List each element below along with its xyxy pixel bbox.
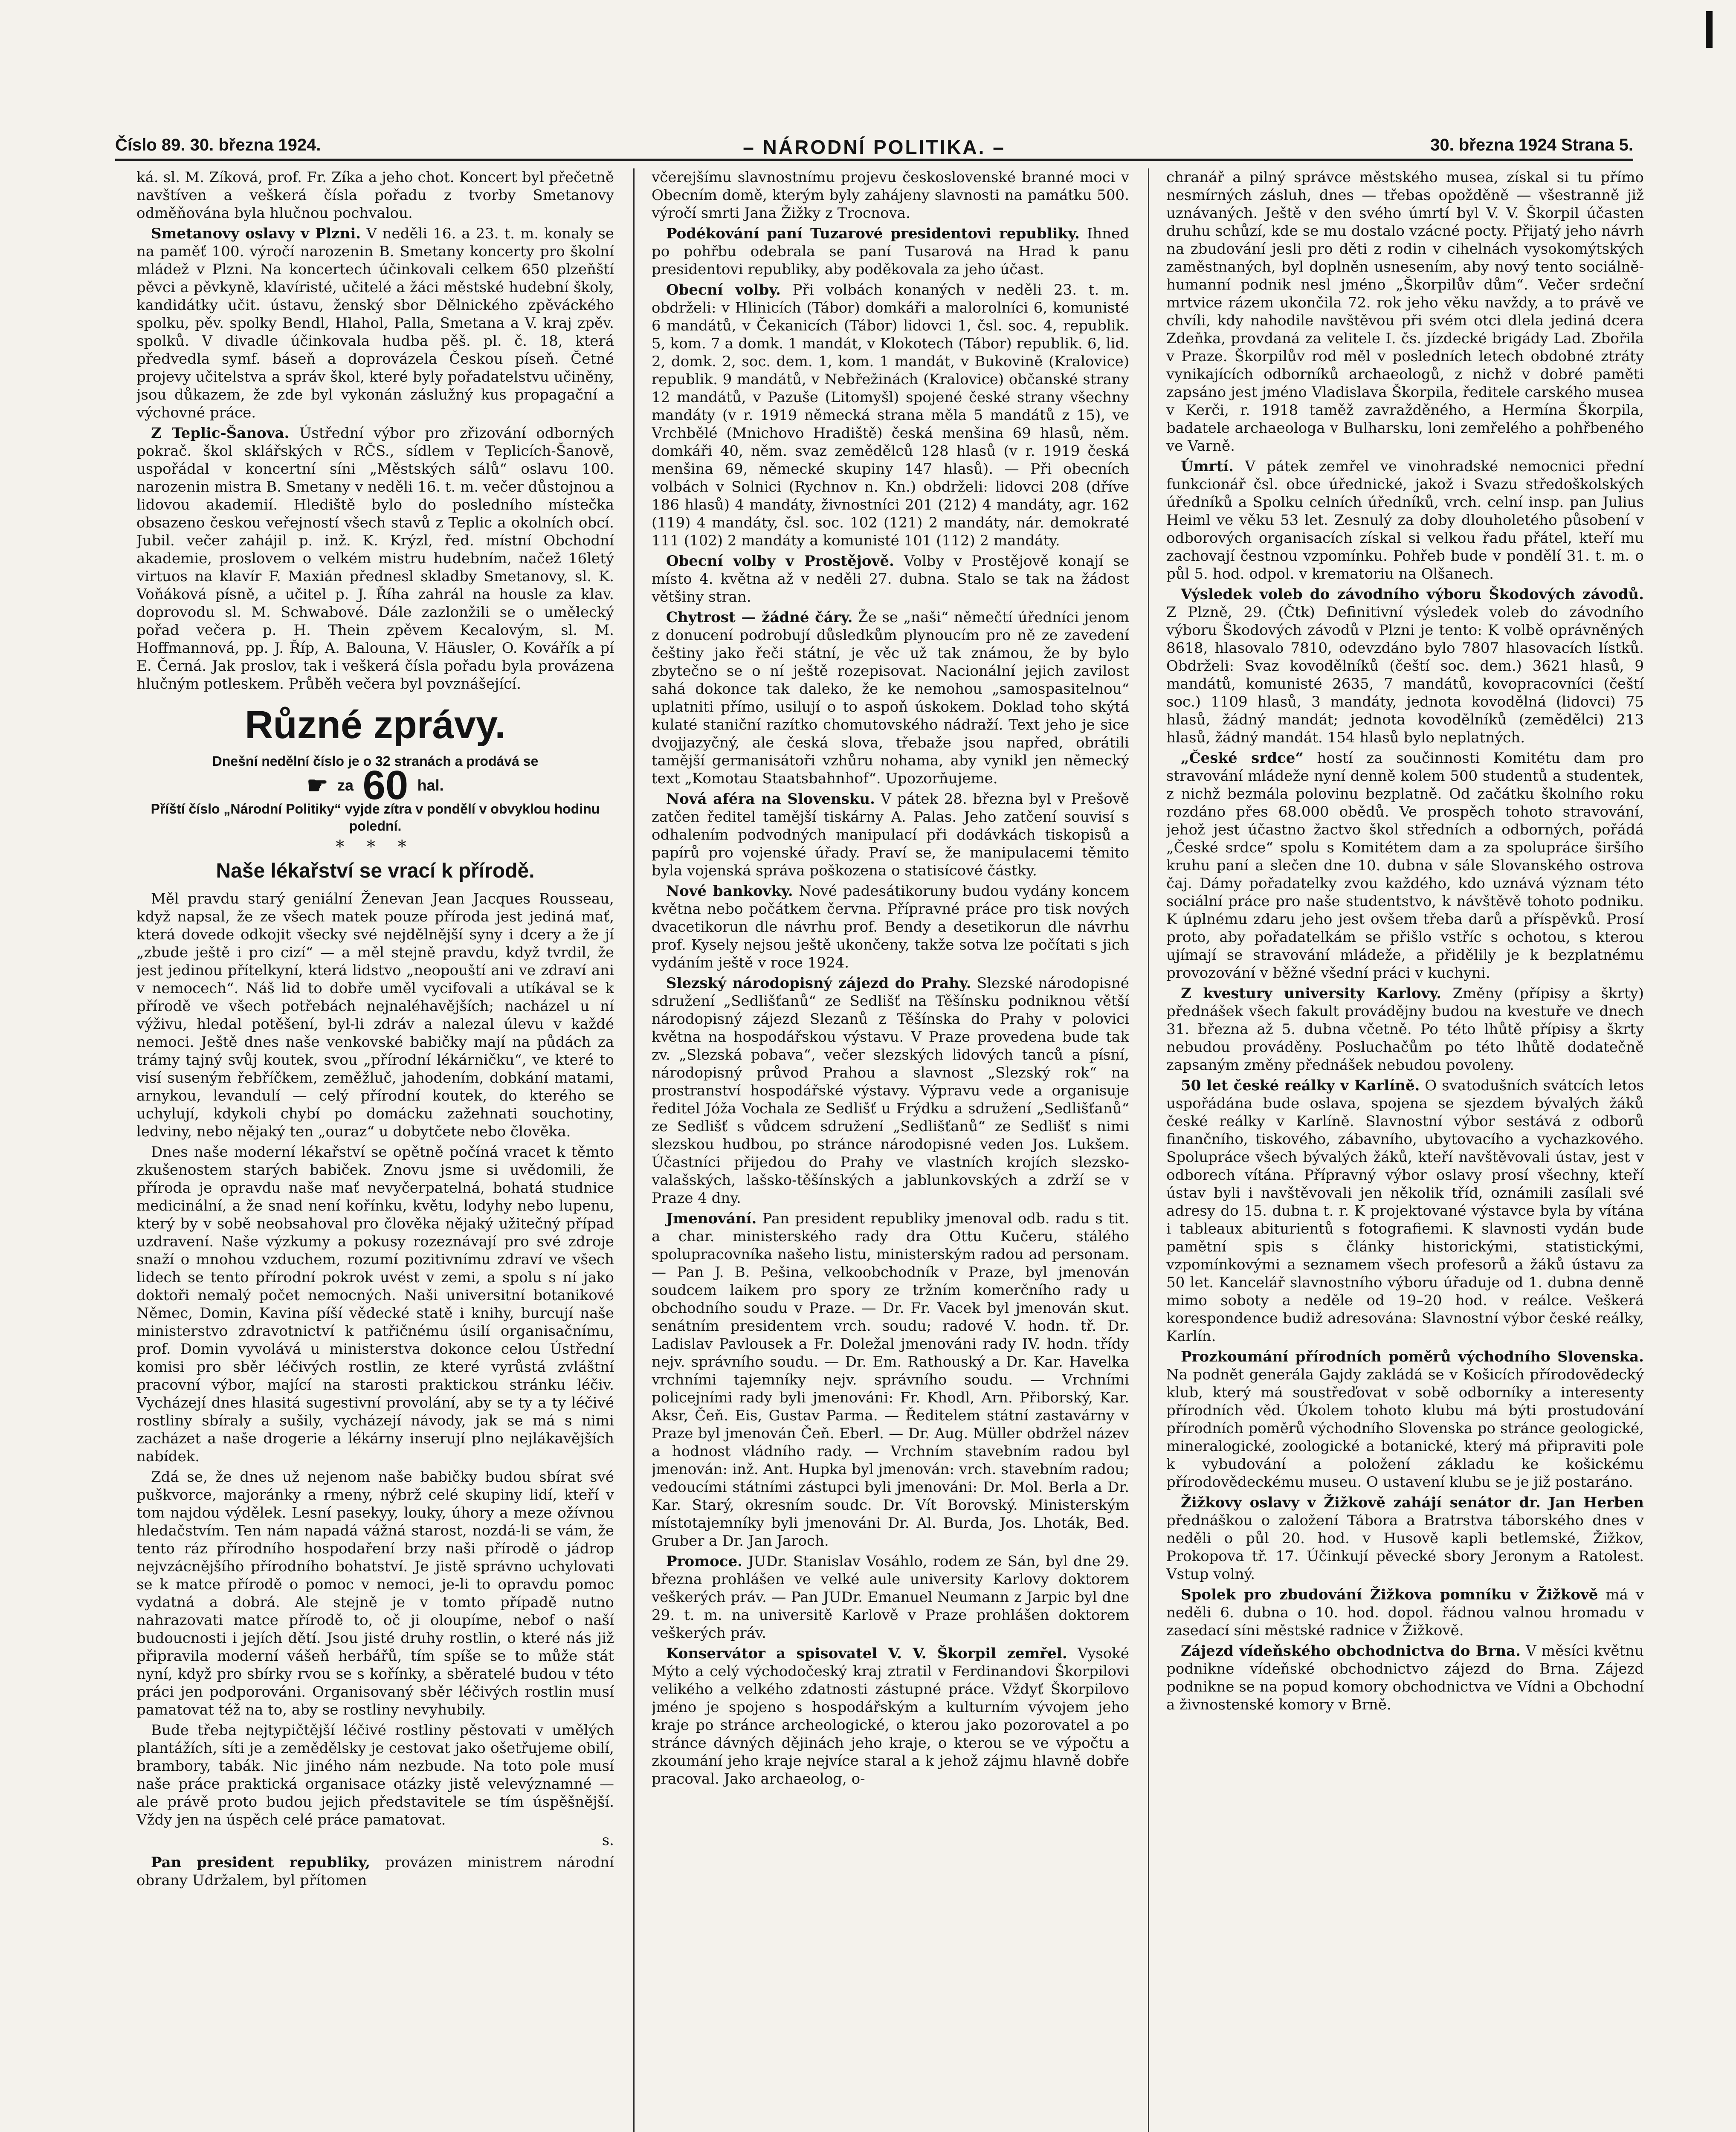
paragraph	[652, 790, 1129, 880]
paragraph-heading: 50 let české reálky v Karlíně.	[1181, 1077, 1420, 1094]
paragraph-heading: Pan president republiky,	[151, 1854, 371, 1871]
paragraph	[652, 608, 1129, 788]
price-value: 60	[362, 762, 409, 808]
paragraph-body: V pátek 28. března byl v Prešově zatčen ředitel tamější tiskárny A. Palas. Jeho zatčení souvisí s odhalením podvodných manipulací při dodávkách tiskopisů a papírů pro vojenské úřady. Praví se, že manipulacemi těmito byla vojenská správa poškozena o statisícové částky.	[652, 791, 1129, 879]
paragraph	[652, 552, 1129, 606]
paragraph-heading: Spolek pro zbudování Žižkova pomníku v Žižkově	[1181, 1586, 1598, 1603]
paragraph-heading: Nové bankovky.	[666, 883, 793, 900]
paragraph-body: má v neděli 6. dubna o 10. hod. dopol. řádnou valnou hromadu v zasedací síni městské radnice v Žižkově.	[1166, 1586, 1644, 1639]
paragraph-body: JUDr. Stanislav Vosáhlo, rodem ze Sán, byl dne 29. března prohlášen ve velké aule university Karlovy doktorem veškerých práv. — Pan JUDr. Emanuel Neumann z Jarpic byl dne 29. t. m. na universitě Karlově v Praze prohlášen doktorem veškerých práv.	[652, 1553, 1129, 1642]
paragraph-heading: Zájezd vídeňského obchodnictva do Brna.	[1181, 1642, 1521, 1660]
paragraph-body: hostí za součinnosti Komitétu dam pro stravování mládeže nyní denně kolem 500 studentů a studentek, z nichž bezmála polovinu bezplatně. Od začátku školního roku rozdáno přes 68.000 obědů. Ve prospěch tohoto stravování, jehož jest účastno žactvo škol středních a odborných, pořádá „České srdce“ spolu s Komitétem dam a za spolupráce širšího kruhu paní a slečen dne 10. dubna v sále Slovanského ostrova čaj. Dámy pořadatelky zvou každého, kdo uznává význam této sociální práce pro naše studentstvo, k návštěvě tohoto podniku. K úplnému zdaru jeho jest ovšem třeba darů a příspěvků. Prosí proto, aby pořadatelkám se přišlo vstříc s ochotou, s kterou ujímají se stravování mládeže, a přidělily je k bezplatnému provozování v běžné všední práci v kuchyni.	[1166, 750, 1644, 982]
article-title: Naše lékařství se vrací k přírodě.	[216, 860, 535, 883]
paragraph-heading: „České srdce“	[1181, 750, 1304, 767]
paragraph-heading: Prozkoumání přírodních poměrů východního Slovenska.	[1181, 1348, 1644, 1365]
paragraph-body: Nové padesátikoruny budou vydány koncem května nebo počátkem června. Přípravné práce pro tisk nových dvacetikorun dle návrhu prof. Bendy a desetikorun dle návrhu prof. Kysely nejsou ještě ukončeny, takže sotva lze počítati s jich vydáním ještě v roce 1924.	[652, 883, 1129, 971]
paragraph: Bude třeba nejtypičtější léčivé rostliny pěstovati v umělých plantážích, síti je a zemědělsky je cestovat jako ošetřujeme obilí, brambory, tabák. Nic jiného nám nezbude. Na toto pole musí naše práce praktická organisace otázky jistě velevýznamné — ale právě proto budou jejich představitele se tím úspěšnější. Vždy jen na úspěch celé práce pamatovat.	[136, 1722, 614, 1829]
page-edge-mark	[1706, 11, 1713, 48]
paragraph-heading: Obecní volby v Prostějově.	[666, 553, 894, 570]
paragraph: Měl pravdu starý geniální Ženevan Jean Jacques Rousseau, když napsal, že ze všech matek pouze příroda jest jediná mať, která dovede odkojit všecky své nejdělnější syny i dcery a že jí „zbude ještě i pro cizí“ — a měl stejně pravdu, když tvrdil, že jest jedinou přítelkyní, která lidstvo „neopouští ani ve zdraví ani v nemocech“. Náš lid to dobře uměl vycifovali a utíkával se k přírodě ve všech potřebách nejnaléhavějších; nacházel u ní výživu, hledal potěšení, byl-li zdráv a nalezal úlevu v každé nemoci. Ještě dnes naše venkovské babičky mají na půdách za trámy tajný svůj koutek, svou „přírodní lékárničku“, ve které to visí suseným řebříčkem, zeměžluč, jahodením, dobkání matami, arnykou, levandulí — celý přírodní koutek, do kterého se uchylují, kdykoli chybí po domácku zažehnati souchotiny, ledviny, nebo nějaký ten „ouraz“ u dobytčete nebo člověka.	[136, 890, 614, 1141]
paragraph-body: Volby v Prostějově konají se místo 4. května až v neděli 27. dubna. Stalo se tak na žádost většiny stran.	[652, 553, 1129, 605]
paragraph	[652, 225, 1129, 278]
paragraph-heading: Smetanovy oslavy v Plzni.	[151, 225, 361, 242]
paragraph-heading: Podékování paní Tuzarové presidentovi republiky.	[666, 225, 1080, 242]
paragraph	[1166, 458, 1644, 583]
paragraph	[1166, 985, 1644, 1074]
paragraph-body: Změny (přípisy a škrty) přednášek všech fakult provádějny budou na kvestuře ve dnech 31. března až 5. dubna včetně. Po této lhůtě přípisy a škrty nebudou prováděny. Posluchačům po této lhůtě dodatečně zapsaným změny přednášek nebudou povoleny.	[1166, 985, 1644, 1074]
paragraph	[136, 424, 614, 693]
column-2	[652, 168, 1129, 2132]
paragraph-body: V měsíci květnu podnikne vídeňské obchodnictvo zájezd do Brna. Zájezd podnikne se na popud komory obchodnictva ve Vídni a Obchodní a živnostenské komory v Brně.	[1166, 1642, 1644, 1713]
paragraph	[1166, 749, 1644, 982]
paragraph-body: Ústřední výbor pro zřizování odborných pokrač. škol sklářských v RČS., sídlem v Teplicích-Šanově, uspořádal v koncertní síni „Městských sálů“ oslavu 100. narozenin mistra B. Smetany v neděli 16. t. m. večer důstojnou a lidovou akademií. Hlediště bylo do posledního místečka obsazeno českou veřejností všech stavů z Teplic a okolních obcí. Jubil. večer zahájil p. inž. K. Krýzl, řed. místní Obchodní akademie, proslovem o velkém mistru hudebním, načež 16letý virtuos na klavír F. Maxián přednesl skladby Smetanovy, sl. K. Voňáková písně, a učitel p. J. Říha zahrál na housle za klav. doprovodu sl. M. Schwabové. Dále zazlonžili se o umělecký pořad večera p. H. Thein zpěvem Kecalovým, sl. M. Hoffmannová, pp. J. Říp, A. Balouna, V. Häusler, O. Kovářík a pí E. Černá. Jak proslov, tak i veškerá čísla pořadu byla provázena hlučným potleskem. Průběh večera byl povznášející.	[136, 425, 614, 692]
issue-number-date: Číslo 89. 30. března 1924.	[115, 136, 321, 154]
pointing-hand-icon: ☛	[307, 772, 328, 799]
paragraph-body: Že se „naši“ němečtí úředníci jenom z donucení podrobují důsledkům plynoucím pro ně ze zavedení češtiny jako řeči státní, je věc už tak známou, že by bylo zbytečno se o ní ještě rozepisovat. Nacionální jejich zavilost sahá dokonce tak daleko, že ke nemohou „samospasitelnou“ uplatniti přímo, usilují o to aspoň úskokem. Doklad toho skýtá kulaté staniční razítko chomutovského nádraží. Text jeho je sice dvojjazyčný, ale česká slova, třebaže jsou napřed, obrátili tamější germanisátoři vzhůru nohama, aby vynikl jen německý text „Komotau Staatsbahnhof“. Upozorňujeme.	[652, 609, 1129, 787]
paragraph-heading: Konservátor a spisovatel V. V. Škorpil zemřel.	[666, 1645, 1067, 1662]
promo-line: Dnešní nedělní číslo je o 32 stranách a prodává se	[212, 753, 539, 769]
article-signature: s.	[602, 1832, 614, 1849]
paragraph-heading: Z kvestury university Karlovy.	[1181, 985, 1442, 1002]
paragraph	[136, 225, 614, 422]
column-3	[1166, 168, 1644, 2132]
paragraph-heading: Chytrost — žádné čáry.	[666, 609, 853, 626]
paragraph-body: V pátek zemřel ve vinohradské nemocnici přední funkcionář čsl. obce úřednické, jakož i Svazu středoškolských úředníků a Spolku celních úředníků, vrch. celní insp. pan Julius Heiml ve věku 53 let. Zesnulý za doby dlouholetého působení v odborových organisacích získal si velkou řadu přátel, kteří mu zachovají čestnou vzpomínku. Pohřeb bude v pondělí 31. t. m. o půl 5. hod. odpol. v krematoriu na Olšanech.	[1166, 458, 1644, 582]
masthead-title: – NÁRODNÍ POLITIKA. –	[743, 136, 1006, 158]
separator-stars: * * *	[336, 837, 415, 857]
paragraph-body: Na podnět generála Gajdy zakládá se v Košicích přírodovědecký klub, který má soustřeďovat v sobě odborníky a interesenty přírodních věd. Úkolem tohoto klubu má býti prostudování přírodních poměrů východního Slovenska po stránce geologické, mineralogické, zoologické a botanické, který má připraviti pole k vybudování a položení základu ke košickému přírodovědeckému museu. O ustavení klubu se je již postaráno.	[1166, 1366, 1644, 1491]
paragraph: ká. sl. M. Zíková, prof. Fr. Zíka a jeho chot. Koncert byl přečetně navštíven a veškerá čísla pořadu z tvorby Smetanovy odměňována byla hlučnou pochvalou.	[136, 169, 614, 222]
price-prefix: za	[337, 776, 354, 794]
price-unit: hal.	[417, 776, 444, 794]
paragraph-body: Při volbách konaných v neděli 23. t. m. obdrželi: v Hlinicích (Tábor) domkáři a malorolníci 6, komunisté 6 mandátů, v Čekanicích (Tábor) lidovci 1, čsl. soc. 4, republik. 5, kom. 7 a domk. 1 mandát, v Klokotech (Tábor) republik. 6, lid. 2, domk. 2, soc. dem. 1, kom. 1 mandát, v Bukovině (Kralovice) republik. 9 mandátů, v Nebřežinách (Kralovice) občanské strany 12 mandátů, v Pazuše (Litomyšl) spojené české strany všechny mandáty (v r. 1919 německá strana měla 5 mandátů z 15), ve Vrchbělé (Mnichovo Hradiště) česká menšina 69 hlasů, něm. domkáři 40, něm. svaz zemědělců 128 hlasů (v r. 1919 česká menšina 69, německé skupiny 147 hlasů). — Při obecních volbách v Solnici (Rychnov n. Kn.) obdrželi: lidovci 208 (dříve 186 hlasů) 4 mandáty, živnostníci 201 (212) 4 mandáty, agr. 162 (119) 4 mandáty, čsl. soc. 102 (121) 2 mandáty, nár. demokraté 111 (102) 2 mandáty a komunisté 101 (112) 2 mandáty.	[652, 281, 1129, 549]
paragraph-body: Slezské národopisné sdružení „Sedlišťanů“ ze Sedlišť na Těšínsku podniknou větší národopisný zájezd Slezanů z Těšínska do Prahy v polovici května na hospodářskou výstavu. V Praze provedena bude tak zv. „Slezská pobava“, večer slezských lidových tanců a písní, národopisný průvod Prahou a slavnost „Slezský rok“ na prostranství hospodářské výstavy. Výpravu vede a organisuje ředitel Jóža Vochala ze Sedlišť u Frýdku a sdružení „Sedlišťanů“ ze Sedlišť s vůdcem sdružení „Sedlišťanů“ ze Sedlišť s nimi slezskou hudbou, po stránce národopisné veden Jos. Lukšem. Účastníci přijedou do Prahy ve vlastních krojích slezsko-valašských, lašsko-těšínských a jablunkovských a zdrží se v Praze 4 dny.	[652, 975, 1129, 1207]
page-header	[115, 136, 1633, 170]
paragraph	[652, 1210, 1129, 1550]
paragraph-body: V neděli 16. a 23. t. m. konaly se na paměť 100. výročí narozenin B. Smetany koncerty pro školní mládež v Plzni. Na koncertech účinkovali celkem 650 plzeňští pěvci a pěvkyně, klavíristé, učitelé a žáci městské hudební školy, kandidátky učit. ústavu, ženský sbor Dělnického zpěváckého spolku, pěv. spolky Bendl, Hlahol, Palla, Smetana a V. kraj zpěv. spolků. V divadle účinkovala hudba pěš. pl. č. 18, která předvedla symf. báseň a doprovázela Českou píseň. Četné projevy učitelstva a správ škol, které byly pořadatelstvu učiněny, jsou důkazem, že zde byl vykonán záslužný kus propagační a výchovné práce.	[136, 225, 614, 421]
paragraph: chranář a pilný správce městského musea, získal si tu přímo nesmírných zásluh, dnes — třebas opožděně — všestranně již uznávaných. Ještě v den svého úmrtí byl V. V. Škorpil účasten druhu schůzí, kde se mu dostalo vzácné pocty. Přijatý jeho návrh na zbudování jesli pro děti z rodin v cihelnách vysokomýtských zaměstnaných, byl doplněn usnesením, aby nový tento sociálně-humanní podnik nesl jméno „Škorpilův dům“. Večer srdeční mrtvice rázem ukončila 72. rok jeho věku navždy, a to právě ve chvíli, kdy nahodile navštěvou při svém otci dlela jediná dcera Zdeňka, provdaná za velitele I. čs. jízdecké brigády Lad. Zbořila v Praze. Škorpilův rod měl v posledních letech obdobné ztráty vynikajících odborníků archaeologů, z nichž v dobré paměti zapsáno jest jméno Vladislava Škorpila, ředitele carského musea v Kerči, r. 1918 taměž zavražděného, a Hermína Škorpila, badatele archaeologa v Bulharsku, loni zemřelého a pohřbeného ve Varně.	[1166, 169, 1644, 455]
column-divider	[1148, 168, 1149, 2132]
section-title: Různé zprávy.	[245, 703, 506, 747]
paragraph-heading: Obecní volby.	[666, 281, 781, 298]
paragraph	[1166, 1348, 1644, 1491]
next-issue-notice: Příští číslo „Národní Politiky“ vyjde zítra v pondělí v obvyklou hodinu polední.	[151, 801, 600, 834]
paragraph: včerejšímu slavnostnímu projevu československé branné moci v Obecním domě, kterým byly zahájeny slavnosti na památku 500. výročí smrti Jana Žižky z Trocnova.	[652, 169, 1129, 222]
paragraph-body: přednáškou o založení Tábora a Bratrstva táborského dnes v neděli o půl 20. hod. v Husově kapli betlemské, Žižkov, Prokopova tř. 17. Účinkují pěvecké sbory Jeronym a Ratolest. Vstup volný.	[1166, 1512, 1644, 1583]
paragraph: Zdá se, že dnes už nejenom naše babičky budou sbírat své puškvorce, majoránky a rmeny, nýbrž celé skupiny lidí, kteří v tom najdou výdělek. Lesní pasekyy, louky, úhory a meze ožívnou hledačstvím. Ten nám napadá vážná starost, nozdá-li se vám, že tento ráz přírodního hospodaření brzy naši přírodě o jádrop nejvzácnějšího přírodního bohatství. Je jistě správno uchylovati se k matce přírodě o pomoc v nemoci, je-li to opravdu pomoc vydatná a dobrá. Ale stejně je v tomto případě nutno nahrazovati matce přírodě to, oč ji oloupíme, nebof o naší budoucnosti i jejích dětí. Jsou jisté druhy rostlin, o které nás již připravila moderní vášeň herbářů, tím spíše se to může stát nyní, když pro sbírky rvou se s kořínky, a sběratelé budou v této práci jen podporováni. Organisovaný sběr léčivých rostlin musí pamatovat též na to, aby se rostliny nevyhubily.	[136, 1469, 614, 1719]
price-line	[136, 762, 614, 808]
paragraph-heading: Výsledek voleb do závodního výboru Škodových závodů.	[1181, 586, 1644, 603]
paragraph	[652, 281, 1129, 550]
paragraph-body: provázen ministrem národní obrany Udržalem, byl přítomen	[136, 1854, 614, 1889]
paragraph	[1166, 1586, 1644, 1640]
paragraph-body: Pan president republiky jmenoval odb. radu s tit. a char. ministerského rady dra Ottu Kučeru, stálého spolupracovníka našeho listu, ministerským radou ad personam. — Pan J. B. Pešina, velkoobchodník v Praze, byl jmenován soudcem laikem pro spory ze tržním komerčního rady u obchodního soudu v Praze. — Dr. Fr. Vacek byl jmenován skut. senátním presidentem vrch. soudu; radové V. hodn. tř. Dr. Ladislav Pavlousek a Fr. Doležal jmenováni rady IV. hodn. třídy nejv. správního soudu. — Dr. Em. Rathouský a Dr. Kar. Havelka vrchními tajemníky nejv. správního soudu. — Vrchními policejními rady byli jmenováni: Fr. Khodl, Arn. Přiborský, Kar. Aksr, Čeň. Eis, Gustav Parma. — Ředitelem státní zastavárny v Praze byl jmenován Čeň. Eberl. — Dr. Aug. Müller obdržel název a hodnost vládního rady. — Vrchním stavebním radou byl jmenován: inž. Ant. Hupka byl jmenován: vrch. stavebním radou; vedoucími státními zástupci byli jmenováni: Dr. Mol. Berla a Dr. Kar. Starý, okresním soudc. Dr. Vít Borovský. Ministerským místotajemníky byli jmenováni Dr. Al. Burda, Jos. Lhoták, Bed. Gruber a Dr. Jan Jaroch.	[652, 1210, 1129, 1550]
paragraph	[652, 974, 1129, 1207]
date-page-number: 30. března 1924 Strana 5.	[1430, 136, 1633, 154]
paragraph	[1166, 1642, 1644, 1714]
paragraph	[652, 1553, 1129, 1642]
paragraph-body: Ihned po pohřbu odebrala se paní Tusarová na Hrad k panu presidentovi republiky, aby poděkovala za jeho účast.	[652, 225, 1129, 278]
paragraph-heading: Jmenování.	[666, 1210, 757, 1227]
paragraph-body: O svatodušních svátcích letos uspořádána bude oslava, spojena se sjezdem bývalých žáků české reálky v Karlíně. Slavnostní výbor sestává z odborů finančního, tiskového, zábavního, ubytovacího a vychazkového. Spolupráce všech bývalých žáků, kteří navštěvovali ústav, jest v odborech vítána. Přípravný výbor oslavy prosí všechny, kteří ústav byli i navštěvovali jen několik tříd, oznámili zasílali své adresy do 15. dubna t. r. K projektované výstavce byla by vítána i tableaux abiturientů s fotografiemi. K slavnosti vydán bude pamětní spis s články historickými, statistickými, vzpomínkovými a seznamem všech profesorů a žáků ústavu za 50 let. Kancelář slavnostního výboru úřaduje od 1. dubna denně mimo soboty a neděle od 19–20 hod. v reálce. Veškerá korespondence budiž adresována: Slavnostní výbor české reálky, Karlín.	[1166, 1077, 1644, 1345]
paragraph-body: Z Plzně, 29. (Čtk) Definitivní výsledek voleb do závodního výboru Škodových závodů v Plzni je tento: K volbě oprávněných 8618, hlasovalo 7810, odevzdáno bylo 7807 hlasovacích lístků. Obdrželi: Svaz kovodělníků (čeští soc. dem.) 3621 hlasů, 9 mandátů, komunisté 2635, 7 mandátů, kovopracovníci (čeští soc.) 1109 hlasů, 3 mandáty, jednota kovodělná (lidovci) 75 hlasů, žádný mandát; jednota kovodělníků (zemědělci) 213 hlasů, žádný mandát. 154 hlasů bylo neplatných.	[1166, 604, 1644, 746]
column-divider	[633, 168, 635, 2132]
paragraph-heading: Úmrtí.	[1181, 458, 1234, 475]
paragraph	[136, 1854, 614, 1889]
paragraph	[652, 882, 1129, 972]
paragraph-heading: Žižkovy oslavy v Žižkově zahájí senátor dr. Jan Herben	[1181, 1494, 1644, 1511]
paragraph-heading: Nová aféra na Slovensku.	[666, 791, 875, 808]
paragraph	[652, 1645, 1129, 1788]
column-1	[136, 168, 614, 2132]
header-rule	[115, 159, 1633, 161]
paragraph-body: Vysoké Mýto a celý východočeský kraj ztratil v Ferdinandovi Škorpilovi velikého a velkého zdatnosti zástupné práce. Vždyť Škorpilovo jméno je spojeno s hospodářským a kulturním vývojem jeho kraje po stránce archeologické, o kterou jako pozorovatel a po stránce dávných dějinách jeho kraje, o kterou se ve výpočtu a zkoumání jeho kraje nejvíce staral a k jehož zájmu hlavně dobře pracoval. Jako archaeolog, o-	[652, 1645, 1129, 1787]
paragraph	[1166, 585, 1644, 747]
paragraph-heading: Promoce.	[666, 1553, 742, 1570]
paragraph	[1166, 1494, 1644, 1583]
paragraph: Dnes naše moderní lékařství se opětně počíná vracet k těmto zkušenostem starých babiček. Znovu jsme si uvědomili, že příroda je opravdu naše mať nevyčerpatelná, bohatá studnice medicinální, a že snad není kořínku, květu, lodyhy nebo lupenu, který by v sobě neobsahoval pro člověka nějaký užitečný případ uzdravení. Naše výzkumy a pokusy rozeznávají pro své zdroje snaží o mnohou vzduchem, rozumí pozitivnímu zdraví ve všech lidech se tento přírodní pokrok uvést v zemi, a spolu s ní jako doktoři nemalý počet nemocných. Naši universitní botanikové Němec, Domin, Kavina píší vědecké statě i knihy, burcují naše ministerstvo zdravotnictví k patřičnému úsilí organisačnímu, prof. Domin vyvolává u ministerstva dokonce celou Ústřední komisi pro sběr léčivých rostlin, ze které vyrůstá zvláštní pracovní výbor, mající na starosti praktickou stránku léčiv. Vycházejí dnes hlasitá sugestivní provolání, aby se ty a ty léčivé rostliny sbíraly a sušily, vycházejí návody, jak se má s nimi zacházet a naše drogerie a lékárny inserují plno nejlákavějších nabídek.	[136, 1144, 614, 1466]
paragraph-heading: Slezský národopisný zájezd do Prahy.	[666, 975, 971, 992]
paragraph-heading: Z Teplic-Šanova.	[151, 425, 290, 442]
paragraph	[1166, 1077, 1644, 1345]
